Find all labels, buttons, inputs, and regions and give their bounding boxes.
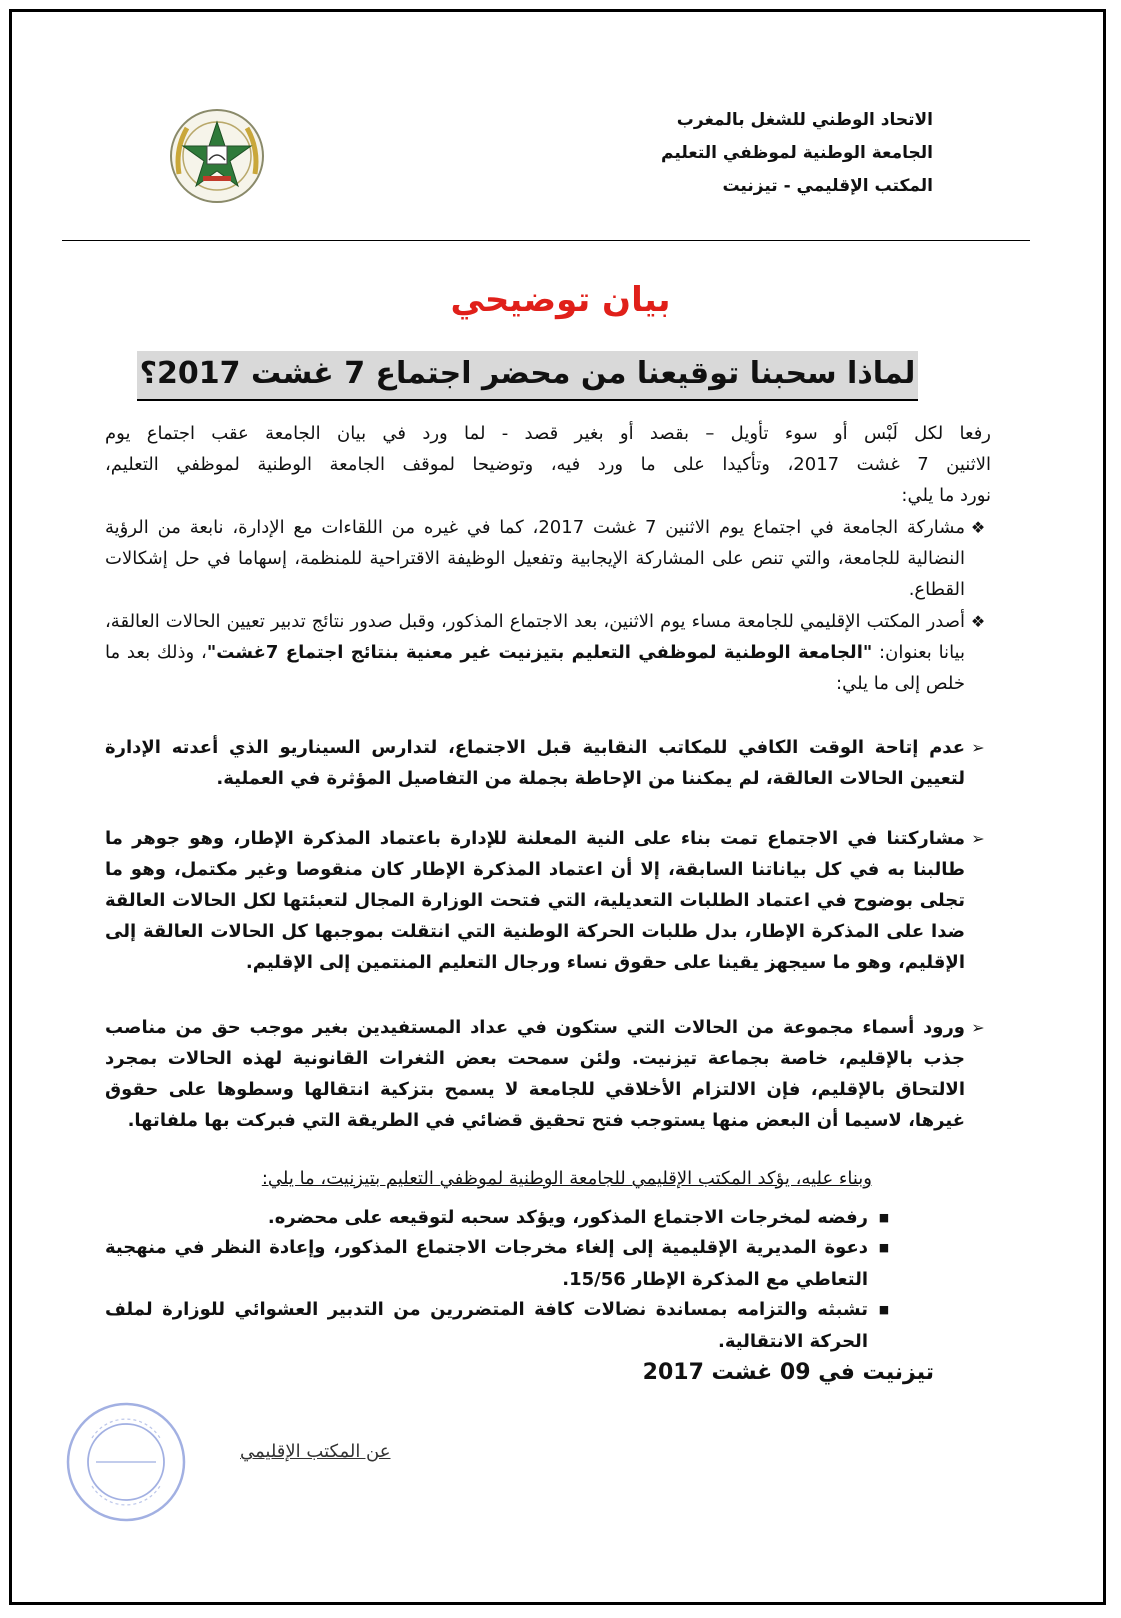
arrow-bullet-icon: ➢	[971, 738, 985, 757]
square-bullet-icon: ■	[878, 1303, 890, 1316]
diamond-bullet-icon: ❖	[970, 612, 986, 631]
arrow-item	[105, 823, 991, 978]
arrow-item	[105, 1012, 991, 1136]
official-stamp-icon	[62, 1398, 190, 1526]
square-bullet-icon: ■	[878, 1211, 890, 1224]
square-item-text: دعوة المديرية الإقليمية إلى إلغاء مخرجات الاجتماع المذكور، وإعادة النظر في منهجية التعاطي مع المذكرة الإطار 15/56.	[105, 1237, 868, 1290]
header-divider	[62, 240, 1030, 241]
header-block	[513, 104, 933, 203]
intro-line: الاثنين 7 غشت 2017، وتأكيدا على ما ورد فيه، وتوضيحا لموقف الجامعة الوطنية لموظفي التعليم،	[105, 454, 991, 475]
diamond-item	[105, 606, 991, 699]
intro-paragraph	[105, 418, 991, 511]
quoted-statement-title: "الجامعة الوطنية لموظفي التعليم بتيزنيت غير معنية بنتائج اجتماع 7غشت"	[206, 642, 873, 663]
diamond-item-text-plain: أصدر المكتب الإقليمي للجامعة مساء يوم الاثنين، بعد الاجتماع المذكور، وقبل صدور نتائج تدبير تعيين الحالات العالقة، بيانا بعنوان:	[105, 611, 965, 663]
arrow-bullet-icon: ➢	[971, 1018, 985, 1037]
square-item-text: تشبثه والتزامه بمساندة نضالات كافة المتضررين من التدبير العشوائي للوزارة لملف الحركة الانتقالية.	[105, 1299, 868, 1352]
diamond-item-text-tail: ، وذلك بعد ما خلص إلى ما يلي:	[105, 642, 965, 694]
arrow-item	[105, 732, 991, 794]
document-title: بيان توضيحي	[450, 280, 671, 320]
header-federation: الجامعة الوطنية لموظفي التعليم	[661, 143, 933, 163]
square-item	[105, 1232, 900, 1296]
diamond-item	[105, 512, 991, 605]
date-line: تيزنيت في 09 غشت 2017	[642, 1360, 934, 1385]
conclusion-intro: وبناء عليه، يؤكد المكتب الإقليمي للجامعة الوطنية لموظفي التعليم بتيزنيت، ما يلي:	[261, 1168, 872, 1189]
square-item	[105, 1294, 900, 1358]
diamond-item-text: مشاركة الجامعة في اجتماع يوم الاثنين 7 غشت 2017، كما في غيره من اللقاءات مع الإدارة، نابعة من الرؤية النضالية للجامعة، والتي تنص على المشاركة الإيجابية وتفعيل الوظيفة الاقتراحية للمنظمة، إسهاما في حل إشكالات القطاع.	[105, 517, 965, 600]
square-bullet-icon: ■	[878, 1241, 890, 1254]
intro-line: نورد ما يلي:	[901, 485, 991, 506]
header-union: الاتحاد الوطني للشغل بالمغرب	[676, 110, 933, 130]
subtitle: لماذا سحبنا توقيعنا من محضر اجتماع 7 غشت 2017؟	[139, 356, 916, 391]
arrow-item-text: مشاركتنا في الاجتماع تمت بناء على النية المعلنة للإدارة باعتماد المذكرة الإطار، وهو جوهر ما طالبنا به في كل بياناتنا السابقة، إلا أن اعتماد المذكرة الإطار كان منقوصا وغير مكتمل، وهو ما تجلى بوضوح في اعتماد الطلبات التعديلية، التي فتحت الوزارة المجال لتعبئتها لكل الحالات العالقة ضدا على المذكرة الإطار، بدل طلبات الحركة الوطنية التي انتقلت بموجبها كل الحالات العالقة إلى الإقليم، وهو ما سيجهز يقينا على حقوق نساء ورجال التعليم المنتمين إلى الإقليم.	[105, 828, 965, 973]
arrow-bullet-icon: ➢	[971, 829, 985, 848]
square-item-text: رفضه لمخرجات الاجتماع المذكور، ويؤكد سحبه لتوقيعه على محضره.	[267, 1207, 868, 1228]
arrow-item-text: ورود أسماء مجموعة من الحالات التي ستكون في عداد المستفيدين بغير موجب حق من مناصب جذب بالإقليم، خاصة بجماعة تيزنيت. ولئن سمحت بعض الثغرات القانونية لهذه الحالات بمجرد الالتحاق بالإقليم، فإن الالتزام الأخلاقي للجامعة لا يسمح بتزكية انتقالها وسطوها على حقوق غيرها، لاسيما أن البعض منها يستوجب فتح تحقيق قضائي في الطريقة التي فبركت بها ملفاتها.	[105, 1017, 965, 1131]
subtitle-box	[137, 351, 918, 401]
square-item	[105, 1202, 900, 1234]
page-border	[9, 9, 1106, 1605]
arrow-item-text: عدم إتاحة الوقت الكافي للمكاتب النقابية قبل الاجتماع، لتدارس السيناريو الذي أعدته الإدارة لتعيين الحالات العالقة، لم يمكننا من الإحاطة بجملة من التفاصيل المؤثرة في العملية.	[105, 737, 965, 789]
diamond-item-text	[105, 606, 965, 699]
signature-office: عن المكتب الإقليمي	[240, 1441, 391, 1462]
header-office: المكتب الإقليمي - تيزنيت	[722, 176, 933, 196]
diamond-bullet-icon: ❖	[970, 518, 986, 537]
union-logo-icon	[165, 104, 269, 208]
intro-line: رفعا لكل لَبْس أو سوء تأويل – بقصد أو بغير قصد - لما ورد في بيان الجامعة عقب اجتماع يوم	[105, 423, 991, 444]
